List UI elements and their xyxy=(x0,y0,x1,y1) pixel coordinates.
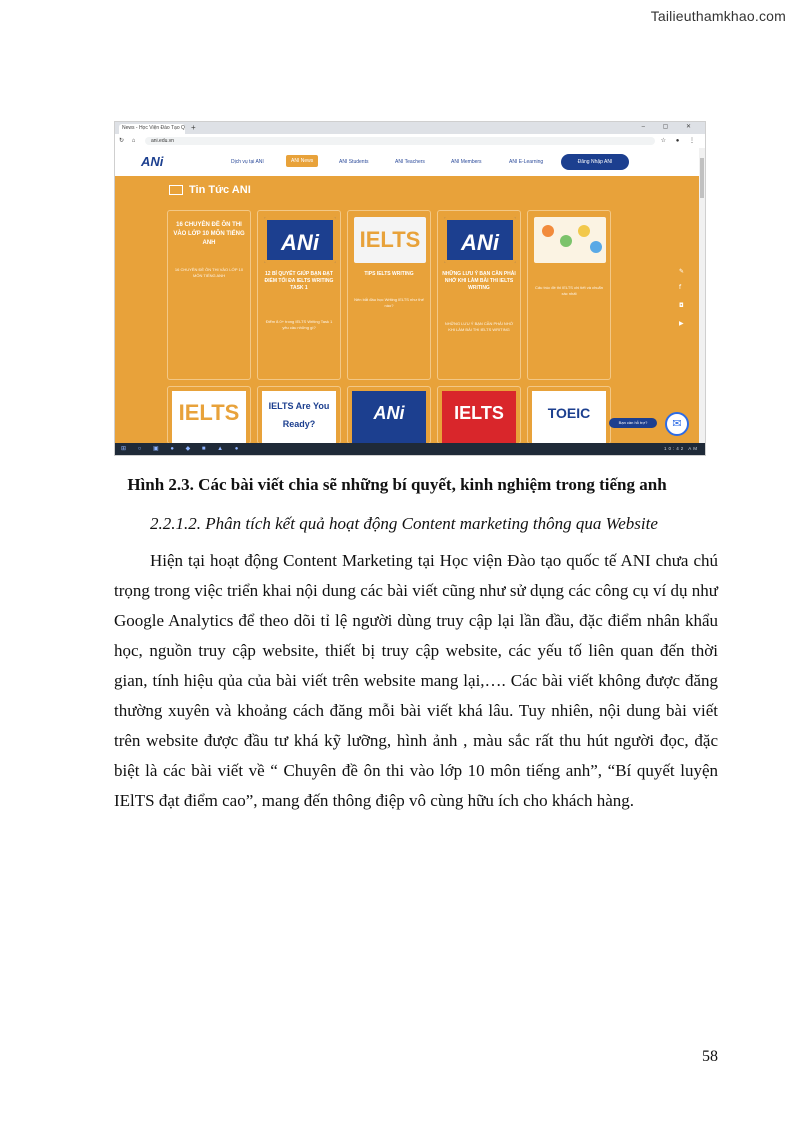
news-card[interactable] xyxy=(347,210,431,380)
reload-icon[interactable]: ↻ ⌂ xyxy=(119,138,139,144)
news-card[interactable] xyxy=(167,210,251,380)
website-screenshot-figure xyxy=(114,121,706,456)
address-bar-row xyxy=(115,134,705,148)
news-card[interactable]: IELTS xyxy=(167,386,251,444)
news-card[interactable]: IELTS Are You Ready? xyxy=(257,386,341,444)
chat-label[interactable]: Bạn cần hỗ trợ? xyxy=(609,418,657,428)
facebook-icon[interactable]: f xyxy=(679,284,682,291)
share-icon[interactable]: ✎ xyxy=(679,268,685,275)
instagram-icon[interactable]: ◘ xyxy=(679,302,684,309)
news-card[interactable]: TOEIC xyxy=(527,386,611,444)
nav-item-members[interactable]: ANI Members xyxy=(451,159,482,165)
browser-tab[interactable]: News - Học Viện Đào Tạo Q xyxy=(119,124,185,134)
card-excerpt: Điểm 8.0+ trong IELTS Writing Task 1 yêu cầu những gì? xyxy=(265,319,333,330)
news-card[interactable] xyxy=(437,210,521,380)
card-title: 12 BÍ QUYẾT GIÚP BẠN ĐẠT ĐIỂM TỐI ĐA IELTS WRITING TASK 1 xyxy=(264,271,334,291)
news-card[interactable] xyxy=(527,210,611,380)
news-card[interactable]: ANi xyxy=(347,386,431,444)
card-thumbnail: IELTS xyxy=(354,217,426,263)
figure-caption: Hình 2.3. Các bài viết chia sẽ những bí quyết, kinh nghiệm trong tiếng anh xyxy=(127,475,667,494)
card-thumbnail: ANi xyxy=(444,217,516,263)
scrollbar[interactable] xyxy=(699,148,705,445)
new-tab-icon[interactable]: + xyxy=(191,123,196,132)
nav-item-services[interactable]: Dịch vụ tại ANI xyxy=(231,159,264,165)
news-card[interactable]: IELTS xyxy=(437,386,521,444)
nav-item-teachers[interactable]: ANI Teachers xyxy=(395,159,425,165)
site-navbar xyxy=(115,148,705,176)
card-excerpt: Nên bắt đầu học Writing IELTS như thế nào? xyxy=(354,297,424,308)
browser-menu-icon[interactable]: ☆ ● ⋮ xyxy=(660,138,699,144)
card-excerpt: Cấu trúc đề thi IELTS chi tiết và chuẩn xác nhất xyxy=(535,285,603,296)
nav-item-students[interactable]: ANI Students xyxy=(339,159,369,165)
windows-taskbar xyxy=(115,443,705,455)
login-button[interactable]: Đăng Nhập ANI xyxy=(561,154,629,170)
card-thumbnail xyxy=(534,217,606,263)
section-subheading: 2.2.1.2. Phân tích kết quả hoạt động Content marketing thông qua Website xyxy=(150,514,658,533)
card-excerpt: NHỮNG LƯU Ý BẠN CẦN PHẢI NHỚ KHI LÀM BÀI THI IELTS WRITING xyxy=(444,321,514,332)
section-title: Tin Tức ANI xyxy=(169,184,251,196)
page-number: 58 xyxy=(702,1048,718,1065)
browser-tab-bar xyxy=(115,122,705,134)
card-title: NHỮNG LƯU Ý BẠN CẦN PHẢI NHỚ KHI LÀM BÀI THI IELTS WRITING xyxy=(442,271,516,291)
watermark: Tailieuthamkhao.com xyxy=(650,8,786,24)
youtube-icon[interactable]: ▶ xyxy=(679,320,684,327)
nav-item-news[interactable]: ANI News xyxy=(286,155,318,167)
news-icon xyxy=(169,185,183,195)
nav-item-elearning[interactable]: ANI E-Learning xyxy=(509,159,544,165)
taskbar-clock: 10:42 AM xyxy=(663,446,699,451)
card-title: 16 CHUYÊN ĐỀ ÔN THI VÀO LỚP 10 MÔN TIẾNG ANH xyxy=(173,222,245,246)
card-thumbnail: ANi xyxy=(264,217,336,263)
site-logo[interactable]: ANi xyxy=(141,154,164,169)
messenger-icon[interactable]: ✉ xyxy=(665,412,689,436)
card-title: TIPS IELTS WRITING xyxy=(364,271,414,277)
taskbar-app-icons[interactable]: ⊞ ○ ▣ ● ◆ ■ ▲ ● xyxy=(121,446,244,452)
body-paragraph: Hiện tại hoạt động Content Marketing tại Học viện Đào tạo quốc tế ANI chưa chú trọng trong việc triển khai nội dung các bài viết cũng như sử dụng các công cụ ví dụ như Google Analytics để theo dõi tỉ lệ người dùng truy cập lại lần đầu, đặc điểm nhân khẩu học, nguồn truy cập website, thiết bị truy cập website, các yếu tố liên quan đến thời gian, tính hiệu qủa của bài viết trên website mang lại,…. Các bài viết không được đăng thường xuyên và khoảng cách đăng mỗi bài viết khá lâu. Tuy nhiên, nội dung bài viết trên website được đầu tư khá kỹ lưỡng, hình ảnh , màu sắc rất thu hút người đọc, đặc biệt là các bài viết về “ Chuyên đề ôn thi vào lớp 10 môn tiếng anh”, “Bí quyết luyện IElTS đạt điểm cao”, mang đến thông điệp vô cùng hữu ích cho khách hàng. xyxy=(114,551,718,810)
window-controls[interactable]: – ▢ ✕ xyxy=(641,124,699,130)
news-card[interactable] xyxy=(257,210,341,380)
card-excerpt: 16 CHUYÊN ĐỀ ÔN THI VÀO LỚP 10 MÔN TIẾNG ANH xyxy=(174,267,244,278)
url-field[interactable]: ani.edu.vn xyxy=(145,137,655,145)
